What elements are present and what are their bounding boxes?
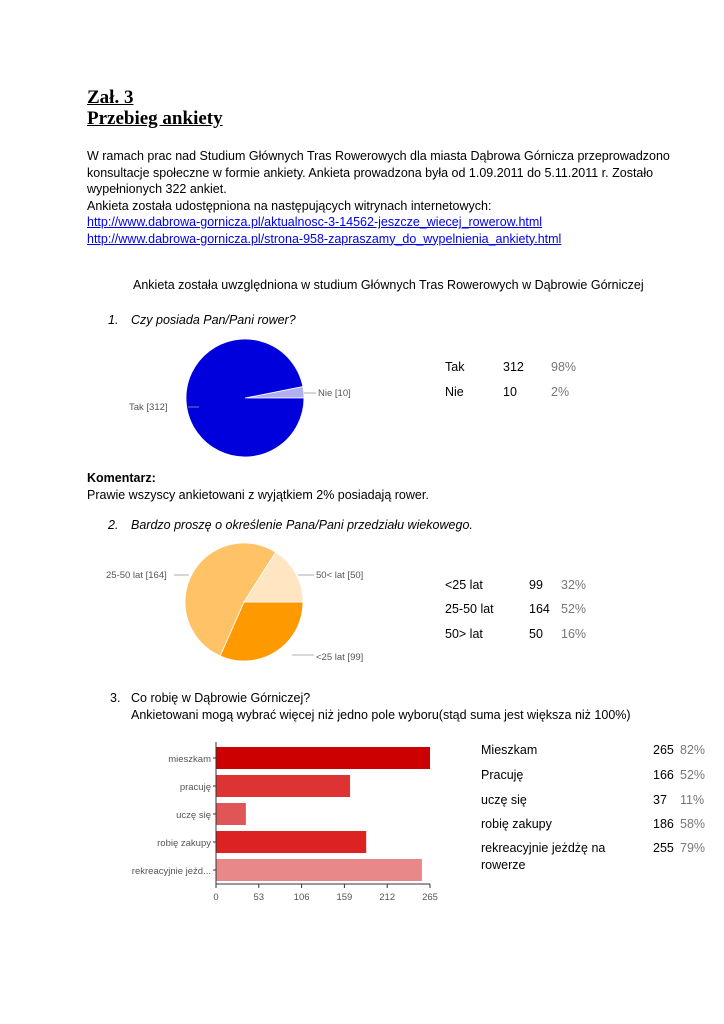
pie-label-25: <25 lat [99] xyxy=(316,652,364,663)
x-tick-label: 106 xyxy=(293,892,310,903)
x-tick-label: 212 xyxy=(379,892,396,903)
row-pct: 58% xyxy=(680,817,706,831)
survey-link-1[interactable]: http://www.dabrowa-gornicza.pl/aktualnosc-3-14562-jeszcze_wiecej_rowerow.html xyxy=(87,215,543,229)
row-pct: 2% xyxy=(551,385,570,399)
page-title: Zał. 3 xyxy=(87,87,134,108)
row-label: robię zakupy xyxy=(481,817,552,831)
pie-label-tak: Tak [312] xyxy=(129,402,168,413)
pie-label-25-50: 25-50 lat [164] xyxy=(106,570,167,581)
intro-line: wypełnionych 322 ankiet. xyxy=(87,182,227,196)
bar-3 xyxy=(216,831,366,853)
bar-category-label: robię zakupy xyxy=(157,838,211,849)
bar-4 xyxy=(216,859,422,881)
q1-comment xyxy=(87,470,429,503)
row-count: 37 xyxy=(653,793,667,807)
row-label-cont: rowerze xyxy=(481,858,526,872)
row-pct: 79% xyxy=(680,841,706,855)
pie-chart-bike-ownership xyxy=(100,330,400,470)
q3-table xyxy=(481,743,721,883)
bar-chart-activities xyxy=(100,738,445,908)
survey-link-2[interactable]: http://www.dabrowa-gornicza.pl/strona-958-zapraszamy_do_wypelnienia_ankiety.html xyxy=(87,231,562,246)
row-count: 312 xyxy=(503,360,524,374)
row-pct: 11% xyxy=(680,793,705,807)
row-count: 166 xyxy=(653,768,674,782)
x-tick-label: 0 xyxy=(213,892,219,903)
row-pct: 52% xyxy=(680,768,706,782)
row-label: 50> lat xyxy=(445,627,483,641)
row-count: 164 xyxy=(529,602,550,616)
question-1-number: 1. xyxy=(108,313,119,327)
row-label: uczę się xyxy=(481,793,527,807)
row-pct: 16% xyxy=(561,627,587,641)
survey-note: Ankieta została uwzględniona w studium Głównych Tras Rowerowych w Dąbrowie Górniczej xyxy=(133,278,644,292)
question-3: Co robię w Dąbrowie Górniczej? xyxy=(131,691,311,705)
x-tick-label: 265 xyxy=(422,892,438,903)
comment-title: Komentarz: xyxy=(87,471,156,485)
row-label: Pracuję xyxy=(481,768,524,782)
row-count: 265 xyxy=(653,743,674,757)
x-tick-label: 53 xyxy=(253,892,265,903)
row-count: 10 xyxy=(503,385,517,399)
row-count: 50 xyxy=(529,627,543,641)
question-2: Bardzo proszę o określenie Pana/Pani przedziału wiekowego. xyxy=(131,518,473,532)
q1-table xyxy=(445,360,645,410)
row-pct: 98% xyxy=(551,360,577,374)
pie-label-nie: Nie [10] xyxy=(318,388,351,399)
x-tick-label: 159 xyxy=(336,892,353,903)
row-label: rekreacyjnie jeżdżę na xyxy=(481,841,606,855)
intro-paragraph xyxy=(87,148,687,247)
comment-text: Prawie wszyscy ankietowani z wyjątkiem 2% posiadają rower. xyxy=(87,487,429,502)
intro-line: W ramach prac nad Studium Głównych Tras Rowerowych dla miasta Dąbrowa Górnicza przeprowadzono xyxy=(87,149,670,163)
bar-category-label: mieszkam xyxy=(168,754,211,765)
pie-chart-age xyxy=(100,538,400,668)
bar-category-label: rekreacyjnie jeźd... xyxy=(131,866,211,877)
intro-line: Ankieta została udostępniona na następujących witrynach internetowych: xyxy=(87,198,492,213)
row-pct: 82% xyxy=(680,743,706,757)
pie-slice-1 xyxy=(186,339,304,457)
row-pct: 32% xyxy=(561,578,587,592)
row-count: 255 xyxy=(653,841,674,855)
bar-2 xyxy=(216,803,246,825)
row-count: 186 xyxy=(653,817,674,831)
bar-category-label: uczę się xyxy=(176,810,211,821)
row-label: 25-50 lat xyxy=(445,602,494,616)
row-label: <25 lat xyxy=(445,578,483,592)
row-count: 99 xyxy=(529,578,543,592)
bar-1 xyxy=(216,775,350,797)
row-pct: 52% xyxy=(561,602,587,616)
q2-table xyxy=(445,578,645,648)
question-3-subtext: Ankietowani mogą wybrać więcej niż jedno pole wyboru(stąd suma jest większa niż 100%) xyxy=(131,708,631,722)
pie-label-50: 50< lat [50] xyxy=(316,570,364,581)
row-label: Tak xyxy=(445,360,465,374)
row-label: Mieszkam xyxy=(481,743,538,757)
intro-line: konsultacje społeczne w formie ankiety. Ankieta prowadzona była od 1.09.2011 do 5.11.2011 r. Zostało xyxy=(87,165,654,180)
bar-0 xyxy=(216,747,430,769)
question-1: Czy posiada Pan/Pani rower? xyxy=(131,313,296,327)
question-3-number: 3. xyxy=(110,691,121,705)
row-label: Nie xyxy=(445,385,464,399)
page-subtitle: Przebieg ankiety xyxy=(87,108,223,129)
question-2-number: 2. xyxy=(108,518,119,532)
bar-category-label: pracuję xyxy=(179,782,211,793)
